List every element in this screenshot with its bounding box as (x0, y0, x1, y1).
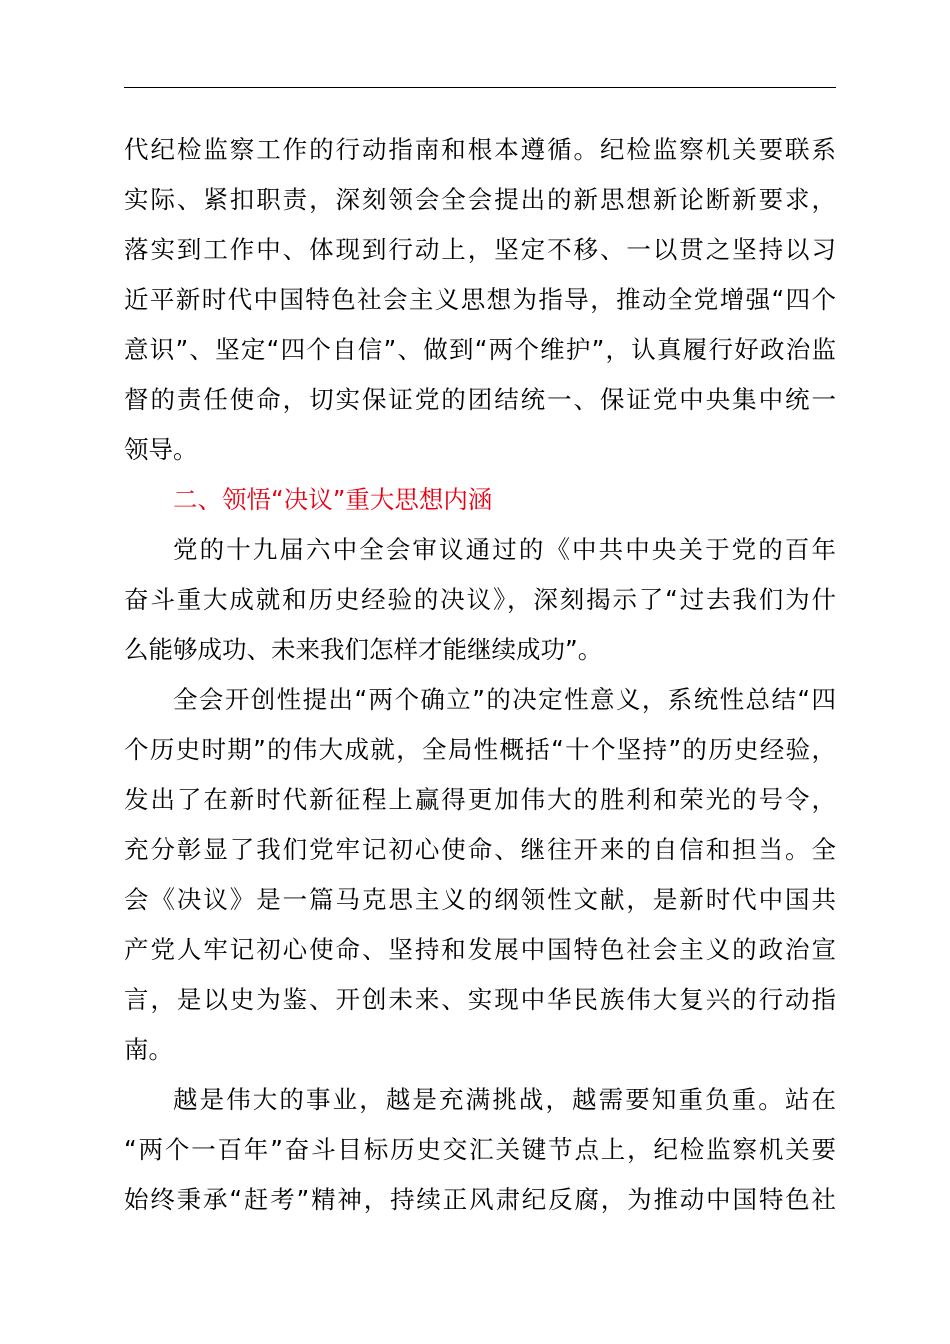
text-line: 落实到工作中、体现到行动上，坚定不移、一以贯之坚持以习 (124, 235, 836, 264)
text-line: 意识”、坚定“四个自信”、做到“两个维护”，认真履行好政治监 (124, 335, 836, 364)
text-line: 代纪检监察工作的行动指南和根本遵循。纪检监察机关要联系 (124, 135, 836, 164)
text-line: 越是伟大的事业，越是充满挑战，越需要知重负重。站在 (173, 1085, 836, 1114)
text-line: 督的责任使命，切实保证党的团结统一、保证党中央集中统一 (124, 385, 836, 414)
text-line: 始终秉承“赶考”精神，持续正风肃纪反腐，为推动中国特色社 (124, 1185, 836, 1214)
body-text (124, 125, 836, 1225)
text-line: 会《决议》是一篇马克思主义的纲领性文献，是新时代中国共 (124, 885, 836, 914)
text-line: “两个一百年”奋斗目标历史交汇关键节点上，纪检监察机关要 (124, 1135, 836, 1164)
text-line: 发出了在新时代新征程上赢得更加伟大的胜利和荣光的号令， (124, 785, 836, 814)
header-rule (124, 87, 836, 88)
text-line: 言，是以史为鉴、开创未来、实现中华民族伟大复兴的行动指 (124, 985, 836, 1014)
text-line: 产党人牢记初心使命、坚持和发展中国特色社会主义的政治宣 (124, 935, 836, 964)
text-line: 近平新时代中国特色社会主义思想为指导，推动全党增强“四个 (124, 285, 836, 314)
text-line: 奋斗重大成就和历史经验的决议》，深刻揭示了“过去我们为什 (124, 585, 836, 614)
text-line: 党的十九届六中全会审议通过的《中共中央关于党的百年 (173, 535, 836, 564)
text-line: 实际、紧扣职责，深刻领会全会提出的新思想新论断新要求， (124, 185, 836, 214)
text-line: 么能够成功、未来我们怎样才能继续成功”。 (124, 635, 603, 664)
text-line: 个历史时期”的伟大成就，全局性概括“十个坚持”的历史经验， (124, 735, 836, 764)
text-line: 全会开创性提出“两个确立”的决定性意义，系统性总结“四 (173, 685, 836, 714)
section-heading: 二、领悟“决议”重大思想内涵 (173, 485, 493, 514)
text-line: 充分彰显了我们党牢记初心使命、继往开来的自信和担当。全 (124, 835, 836, 864)
text-line: 领导。 (124, 435, 198, 464)
text-line: 南。 (124, 1035, 173, 1064)
